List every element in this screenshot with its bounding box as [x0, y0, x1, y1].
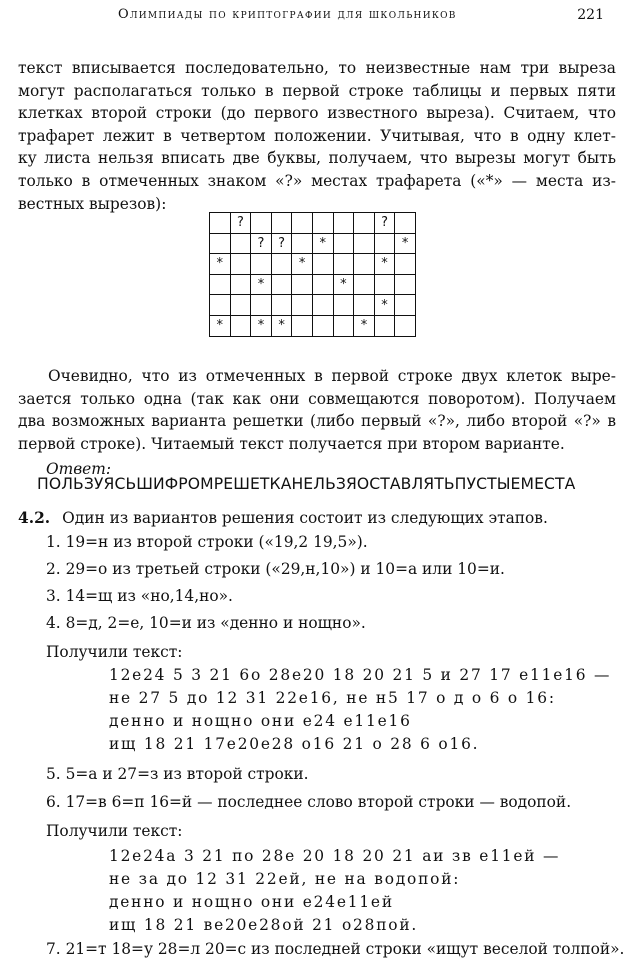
running-title: Олимпиады по криптографии для школьников: [118, 7, 457, 22]
text-line: текст вписывается последовательно, то неизвестные нам три выреза: [18, 59, 616, 77]
grid-cell: [333, 233, 354, 254]
grid-cell: [354, 233, 375, 254]
grid-cell: [354, 254, 375, 275]
step-item: 3. 14=щ из «но,14,но».: [46, 587, 233, 605]
grid-cell: [312, 295, 333, 316]
grid-cell: ?: [271, 233, 292, 254]
grid-cell: [251, 295, 272, 316]
text-line: клетках второй строки (до первого известного выреза). Считаем, что: [18, 104, 616, 123]
section-text: Один из вариантов решения состоит из следующих этапов.: [62, 509, 548, 527]
grid-cell: [333, 315, 354, 336]
grid-cell: [374, 274, 395, 295]
step-item: 7. 21=т 18=у 28=л 20=с из последней строки «ищут веселой толпой».: [46, 940, 625, 958]
grid-cell: [210, 213, 231, 234]
text-line: зается только одна (так как они совмещаются поворотом). Получаем: [18, 389, 616, 408]
received-label: Получили текст:: [46, 822, 183, 840]
text-line: первой строке). Читаемый текст получается при втором варианте.: [18, 434, 565, 453]
grid-cell: [271, 254, 292, 275]
grid-cell: [230, 254, 251, 275]
step-item: 2. 29=о из третьей строки («29,н,10») и 10=а или 10=и.: [46, 560, 505, 578]
grid-cell: *: [210, 254, 231, 275]
answer-text: ПОЛЬЗУЯСЬШИФРОМРЕШЕТКАНЕЛЬЗЯОСТАВЛЯТЬПУСТЫЕМЕСТА: [37, 475, 576, 493]
grid-cell: *: [312, 233, 333, 254]
step-item: 1. 19=н из второй строки («19,2 19,5»).: [46, 533, 368, 551]
grid-cell: *: [395, 233, 416, 254]
stencil-grid: [209, 212, 416, 337]
cipher-line: денно и нощно они е24е11ей: [109, 893, 394, 911]
cipher-line: ищ 18 21 ве20е28ой 21 о28пой.: [109, 916, 419, 934]
grid-row: [210, 254, 416, 275]
grid-cell: [395, 295, 416, 316]
grid-row: [210, 233, 416, 254]
grid-cell: [354, 295, 375, 316]
grid-cell: [230, 274, 251, 295]
grid-cell: *: [251, 274, 272, 295]
cipher-line: не за до 12 31 22ей, не на водопой:: [109, 870, 461, 888]
grid-cell: [333, 213, 354, 234]
grid-cell: [292, 295, 313, 316]
grid-cell: [312, 315, 333, 336]
grid-cell: [395, 274, 416, 295]
grid-cell: [210, 295, 231, 316]
text-line: могут располагаться только в первой строке таблицы и первых пяти: [18, 81, 616, 100]
grid-cell: *: [210, 315, 231, 336]
grid-cell: [312, 213, 333, 234]
grid-cell: [333, 295, 354, 316]
grid-cell: [271, 295, 292, 316]
grid-cell: ?: [230, 213, 251, 234]
grid-cell: [292, 233, 313, 254]
cipher-block-1: [109, 664, 611, 756]
text-line: только в отмеченных знаком «?» местах трафарета («*» — места из-: [18, 171, 616, 190]
grid-cell: [374, 233, 395, 254]
grid-cell: ?: [374, 213, 395, 234]
grid-cell: [230, 315, 251, 336]
grid-row: [210, 213, 416, 234]
grid-cell: [230, 295, 251, 316]
step-item: 5. 5=а и 27=з из второй строки.: [46, 765, 309, 783]
grid-cell: [395, 254, 416, 275]
grid-cell: [251, 213, 272, 234]
grid-cell: *: [271, 315, 292, 336]
intro-paragraph: [18, 57, 616, 215]
section-number: 4.2.: [18, 509, 51, 527]
grid-row: [210, 315, 416, 336]
grid-cell: *: [374, 254, 395, 275]
grid-row: [210, 274, 416, 295]
grid-cell: *: [333, 274, 354, 295]
cipher-line: денно и нощно они е24 е11е16: [109, 712, 412, 730]
cipher-block-2: [109, 845, 560, 937]
grid-cell: [251, 254, 272, 275]
grid-row: [210, 295, 416, 316]
cipher-line: не 27 5 до 12 31 22е16, не н5 17 о д о 6 о 16:: [109, 689, 556, 707]
grid-cell: [292, 213, 313, 234]
running-header: [0, 7, 630, 29]
cipher-line: 12е24 5 3 21 6о 28е20 18 20 21 5 и 27 17 е11е16 —: [109, 666, 612, 684]
grid-cell: *: [292, 254, 313, 275]
text-line: Очевидно, что из отмеченных в первой строке двух клеток выре-: [48, 367, 616, 385]
grid-cell: [395, 315, 416, 336]
received-label: Получили текст:: [46, 643, 183, 661]
grid-cell: [210, 233, 231, 254]
after-grid-paragraph: [18, 365, 616, 455]
grid-cell: [354, 274, 375, 295]
grid-cell: [374, 315, 395, 336]
answer-label: Ответ:: [46, 460, 112, 478]
grid-cell: ?: [251, 233, 272, 254]
cipher-line: 12е24а 3 21 по 28е 20 18 20 21 аи зв е11ей —: [109, 847, 561, 865]
grid-cell: [333, 254, 354, 275]
step-item: 6. 17=в 6=п 16=й — последнее слово второй строки — водопой.: [46, 793, 572, 811]
grid-cell: [271, 274, 292, 295]
grid-cell: [395, 213, 416, 234]
text-line: вестных вырезов):: [18, 194, 167, 213]
grid-cell: [210, 274, 231, 295]
grid-cell: *: [374, 295, 395, 316]
grid-cell: [312, 274, 333, 295]
text-line: два возможных варианта решетки (либо первый «?», либо второй «?» в: [18, 412, 616, 431]
grid-cell: [292, 274, 313, 295]
grid-cell: [312, 254, 333, 275]
section-heading: [18, 509, 548, 527]
step-item: 4. 8=д, 2=е, 10=и из «денно и нощно».: [46, 614, 366, 632]
grid-cell: [230, 233, 251, 254]
grid-cell: [354, 213, 375, 234]
grid-cell: *: [251, 315, 272, 336]
grid-cell: [292, 315, 313, 336]
grid-cell: *: [354, 315, 375, 336]
cipher-line: ищ 18 21 17е20е28 о16 21 о 28 6 о16.: [109, 735, 480, 753]
page-number: 221: [577, 7, 604, 23]
grid-cell: [271, 213, 292, 234]
text-line: трафарет лежит в четвертом положении. Учитывая, что в одну клет-: [18, 126, 616, 145]
text-line: ку листа нельзя вписать две буквы, получаем, что вырезы могут быть: [18, 149, 616, 168]
